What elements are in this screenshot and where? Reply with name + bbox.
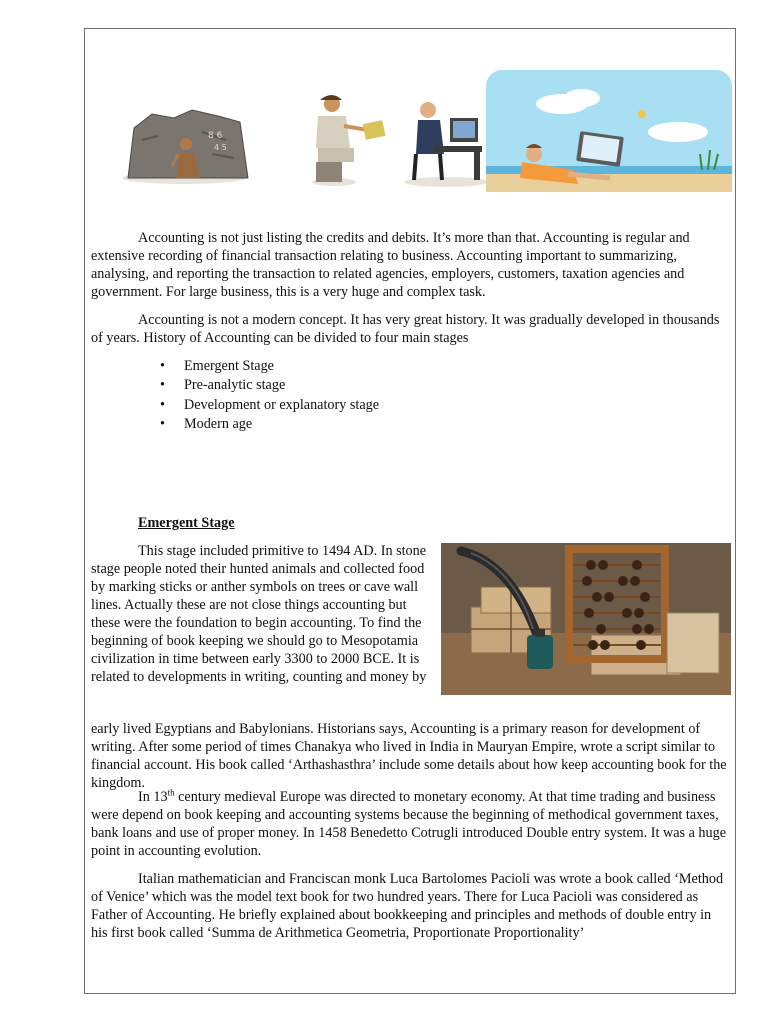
list-item: • Modern age (160, 415, 379, 434)
stages-list (160, 357, 379, 434)
office-worker-figure (404, 102, 488, 187)
ordinal-suffix: th (167, 787, 175, 798)
cave-painting-figure (122, 110, 248, 184)
abacus-quill-photo (441, 543, 731, 695)
pacioli-paragraph: Italian mathematician and Franciscan monk Luca Bartolomes Pacioli was wrote a book called ‘Method of Venice’ which was the model text book for two hundred years. There for Luca Pacioli was considered as Father of Accounting. He briefly explained about bookkeeping and principles and methods of double entry in his first book called ‘Summa de Arithmetica Geometria, Proportionate Proportionality’ (91, 871, 724, 941)
list-item: • Pre-analytic stage (160, 376, 379, 395)
europe-paragraph (91, 788, 731, 860)
beach-laptop-figure (486, 70, 732, 192)
europe-paragraph-lead: In 13 (138, 789, 168, 805)
emergent-paragraph-continued: early lived Egyptians and Babylonians. Historians says, Accounting is a primary reason for development of writing. After some period of times Chanakya who lived in India in Mauryan Empire, wrote a script similar to financial account. His book called ‘Arthashasthra’ include some details about how keep accounting book for the kingdom. (91, 721, 727, 792)
emergent-paragraph-wrapped: This stage included primitive to 1494 AD. In stone stage people noted their hunted animals and collected food by marking sticks or anther symbols on trees or cave wall lines. Actually these are not close things accounting but these were the foundation to begin accounting. To find the beginning of book keeping we should go to Mesopotamia civilization in time between early 3300 to 2000 BCE. It is related to developments in writing, counting and money by (91, 543, 427, 685)
list-item: • Development or explanatory stage (160, 396, 379, 415)
list-item: • Emergent Stage (160, 357, 379, 376)
svg-text:4 5: 4 5 (214, 143, 227, 152)
banner-illustration (122, 70, 732, 200)
intro-paragraph-1: Accounting is not just listing the credits and debits. It’s more than that. Accounting is regular and extensive recording of financial transaction relating to business. Accounting important to summarizing, analysing, and reporting the transaction to related agencies, employers, customers, taxation agencies and government. For large business, this is a very huge and complex task. (91, 230, 690, 300)
intro-paragraph-2: Accounting is not a modern concept. It has very great history. It was gradually developed in thousands of years. History of Accounting can be divided to four main stages (91, 312, 720, 346)
svg-text:8 6: 8 6 (208, 131, 223, 141)
section-heading: Emergent Stage (138, 515, 235, 531)
europe-paragraph-rest: century medieval Europe was directed to monetary economy. At that time trading and business were depend on book keeping and accounting systems because the beginning of methodical government taxes, bank loans and use of proper money. In 1458 Benedetto Cotrugli introduced Double entry system. It was a huge point in accounting evolution. (91, 789, 727, 859)
ancient-scribe-figure (312, 95, 385, 186)
